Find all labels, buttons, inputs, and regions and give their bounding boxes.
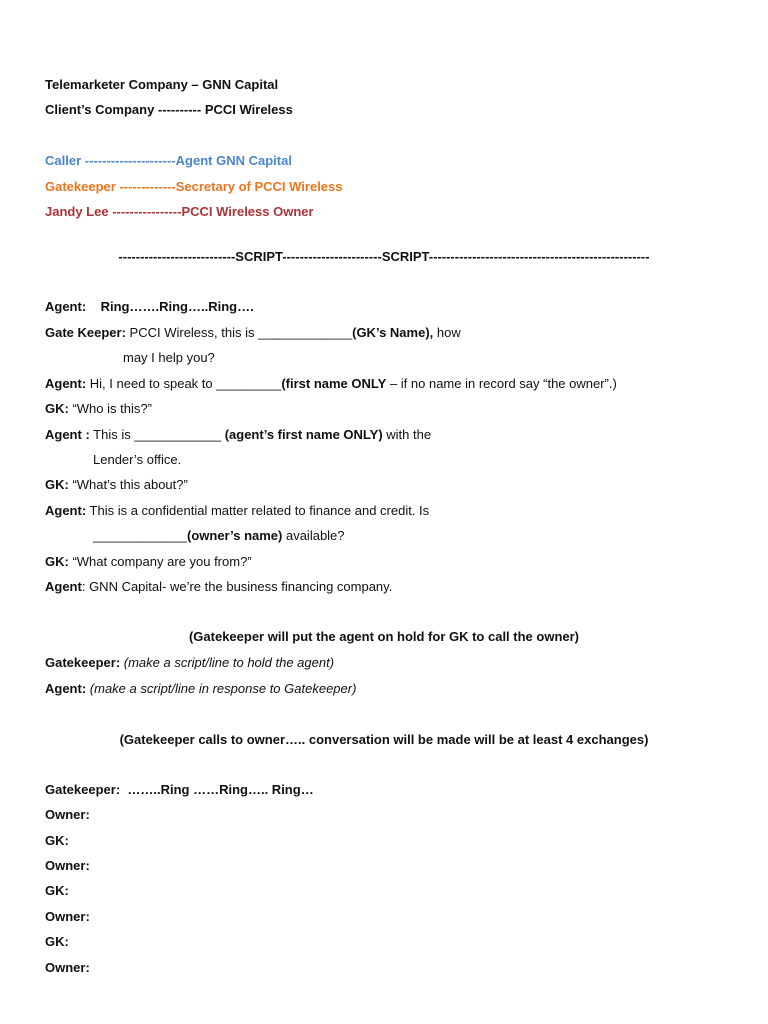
script-line-agent-confidential-cont: _____________(owner’s name) available?: [93, 528, 345, 543]
exchange-line: GK:: [45, 883, 69, 898]
script-line-gk-about: GK: “What’s this about?”: [45, 477, 188, 492]
note-hold: (Gatekeeper will put the agent on hold for GK to call the owner): [188, 629, 580, 644]
exchange-line: GK:: [45, 934, 69, 949]
script-line-gk-company: GK: “What company are you from?”: [45, 554, 252, 569]
script-line-gatekeeper-ring: Gatekeeper: ……..Ring ……Ring….. Ring…: [45, 782, 314, 797]
script-line-agent-intro: Agent : This is ____________ (agent’s first name ONLY) with the: [45, 427, 432, 442]
script-line-agent-ring: Agent: Ring…….Ring…..Ring….: [45, 299, 254, 314]
exchange-line: Owner:: [45, 960, 90, 975]
script-line-agent-confidential: Agent: This is a confidential matter related to finance and credit. Is: [45, 503, 430, 518]
script-line-gk-greeting: Gate Keeper: PCCI Wireless, this is _____________(GK’s Name), how: [45, 325, 461, 340]
script-line-agent-request: Agent: Hi, I need to speak to _________(first name ONLY – if no name in record say “the owner”.): [45, 376, 617, 391]
script-line-agent-response: Agent: (make a script/line in response to Gatekeeper): [45, 681, 357, 696]
exchange-line: GK:: [45, 833, 69, 848]
role-gatekeeper: Gatekeeper -------------Secretary of PCCI Wireless: [45, 179, 343, 194]
exchange-line: Owner:: [45, 858, 90, 873]
client-line: Client’s Company ---------- PCCI Wireless: [45, 102, 293, 117]
script-divider: ---------------------------SCRIPT-----------------------SCRIPT---------------------------------------------------: [118, 249, 650, 264]
exchange-line: Owner:: [45, 807, 90, 822]
telemarketer-line: Telemarketer Company – GNN Capital: [45, 77, 279, 92]
script-line-gk-who: GK: “Who is this?”: [45, 401, 152, 416]
script-line-gatekeeper-hold: Gatekeeper: (make a script/line to hold the agent): [45, 655, 335, 670]
role-owner: Jandy Lee ----------------PCCI Wireless Owner: [45, 204, 314, 219]
role-caller: Caller ---------------------Agent GNN Capital: [45, 153, 292, 168]
note-exchanges: (Gatekeeper calls to owner….. conversation will be made will be at least 4 exchanges): [119, 732, 649, 747]
script-line-agent-intro-cont: Lender’s office.: [93, 452, 182, 467]
script-line-agent-company: Agent: GNN Capital- we’re the business financing company.: [45, 579, 393, 594]
script-line-gk-greeting-cont: may I help you?: [123, 350, 215, 365]
exchange-line: Owner:: [45, 909, 90, 924]
